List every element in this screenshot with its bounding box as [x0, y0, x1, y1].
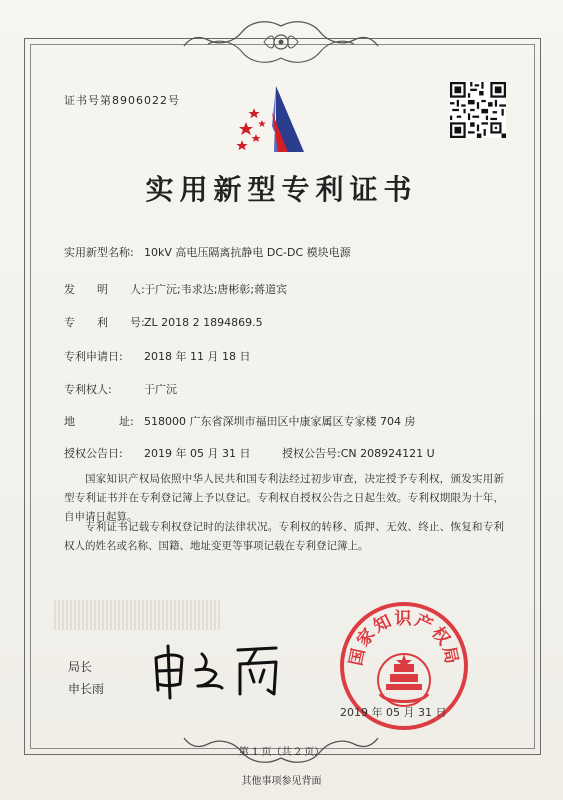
- address-label: 地 址:: [64, 415, 134, 428]
- page-title: 实用新型专利证书: [145, 173, 418, 206]
- grant-number-value: CN 208924121 U: [340, 447, 435, 460]
- body-paragraph-2: 专利证书记载专利权登记时的法律状况。专利权的转移、质押、无效、终止、恢复和专利权人的姓名或名称、国籍、地址变更等事项记载在专利登记簿上。: [64, 521, 504, 552]
- patentee-value: 于广沅: [144, 383, 177, 396]
- filing-date-value: 2018 年 11 月 18 日: [144, 350, 251, 363]
- grant-number-row: [282, 445, 435, 461]
- top-ornament: [180, 18, 383, 66]
- utility-model-name-row: [64, 244, 351, 260]
- patent-number-value: ZL 2018 2 1894869.5: [144, 316, 263, 329]
- inventor-label: 发 明 人:: [64, 283, 145, 296]
- grant-date-label: 授权公告日:: [64, 447, 123, 460]
- grant-date-row: [64, 445, 250, 461]
- patentee-label: 专利权人:: [64, 383, 112, 396]
- patent-number-label: 专 利 号:: [64, 316, 145, 329]
- grant-date-value: 2019 年 05 月 31 日: [144, 447, 251, 460]
- grant-number-label: 授权公告号:: [282, 447, 341, 460]
- patentee-row: [64, 381, 177, 397]
- director-title: 局长: [68, 660, 93, 674]
- footer-note: 其他事项参见背面: [241, 776, 322, 787]
- inventor-value: 于广沅;韦求达;唐彬彰;蒋道宾: [144, 283, 288, 296]
- handwritten-signature: [148, 640, 288, 700]
- director-name: 申长雨: [68, 682, 105, 696]
- filing-date-label: 专利申请日:: [64, 350, 123, 363]
- cnipa-logo-icon: [232, 82, 312, 160]
- patent-number-row: [64, 314, 263, 330]
- inventor-row: [64, 281, 287, 297]
- body-paragraph-1: 国家知识产权局依照中华人民共和国专利法经过初步审查，决定授予专利权，颁发实用新型专利证书并在专利登记簿上予以登记。专利权自授权公告之日起生效。专利权期限为十年，自申请日起算。: [64, 473, 504, 523]
- address-row: [64, 413, 415, 429]
- security-pattern: [54, 600, 220, 630]
- seal-date: 2019 年 05 月 31 日: [340, 706, 447, 719]
- page-number: 第 1 页（共 2 页）: [238, 747, 325, 758]
- utility-model-name-value: 10kV 高电压隔离抗静电 DC-DC 模块电源: [144, 246, 351, 259]
- certificate-number: 证书号第8906022号: [64, 94, 180, 107]
- filing-date-row: [64, 348, 250, 364]
- address-value: 518000 广东省深圳市福田区中康家属区专家楼 704 房: [144, 415, 416, 428]
- qr-code: [450, 82, 506, 138]
- utility-model-name-label: 实用新型名称:: [64, 246, 134, 259]
- seal-text: 国家知识产权局: [346, 609, 462, 668]
